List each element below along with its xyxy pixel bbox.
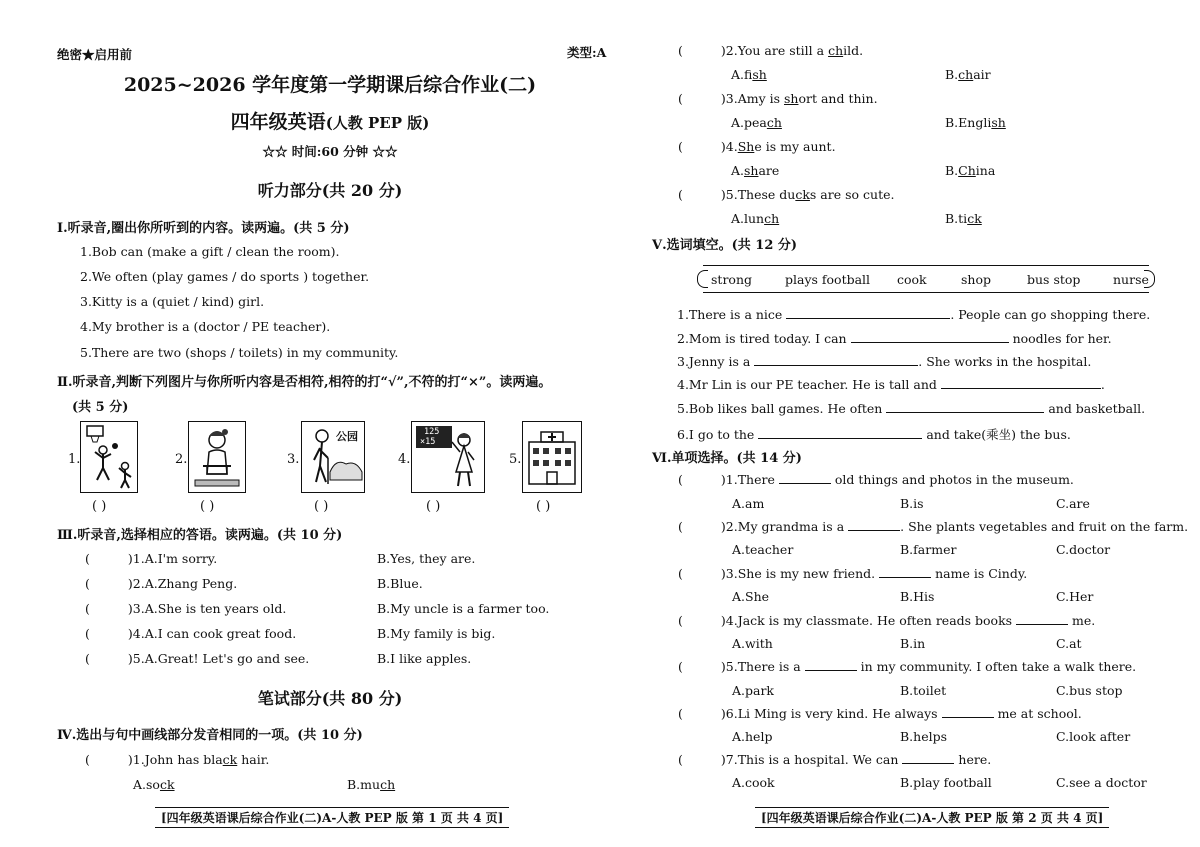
section-2-title: Ⅱ.听录音,判断下列图片与你所听内容是否相符,相符的打“√”,不符的打“×”。读两遍。 [57,375,552,390]
option-a: A.am [732,496,765,511]
exam-title: 2025~2026 学年度第一学期课后综合作业(二) [123,74,537,96]
page-2 [600,0,1200,847]
sec4-question: ( )5.These ducks are so cute. [678,187,895,202]
option-b: B.toilet [900,683,947,698]
sec3-row: ( )3.A.She is ten years old. [85,601,287,616]
sec3-row: ( )2.A.Zhang Peng. [85,576,238,591]
answer-paren[interactable]: ( [678,43,683,58]
answer-paren[interactable]: ( ) [426,499,441,514]
option-a: 2.A.Zhang Peng. [132,576,238,591]
option-c: C.look after [1056,729,1131,744]
picture-number: 1. [68,452,81,467]
fill-blank-item: 2.Mom is tired today. I can noodles for her. [677,331,1112,346]
option-b: B.chair [945,67,991,82]
option-b: B.China [945,163,996,178]
answer-paren[interactable]: ( [678,752,683,767]
confidential-label: 绝密★启用前 [57,47,133,62]
edition-label: (人教 PEP 版) [325,114,430,132]
section-6-title: Ⅵ.单项选择。(共 14 分) [652,451,802,466]
exam-subtitle [0,107,600,134]
option-b: B.tick [945,211,982,226]
answer-blank[interactable] [754,354,918,366]
hospital-building-icon [522,421,582,493]
mc-question: ( )1.There old things and photos in the museum. [678,472,1074,487]
answer-blank[interactable] [941,377,1101,389]
option-a: A.She [732,589,770,604]
option-c: C.at [1056,636,1082,651]
answer-paren[interactable]: ( [678,187,683,202]
word-bank-item: bus stop [1027,272,1081,287]
word-bank-item: nurse [1113,272,1149,287]
answer-paren[interactable]: ( [678,139,683,154]
option-a: 1.A.I'm sorry. [132,551,218,566]
option-c: C.are [1056,496,1090,511]
option-b: B.is [900,496,924,511]
answer-paren[interactable]: ( [678,566,683,581]
written-heading: 笔试部分(共 80 分) [257,689,403,708]
answer-blank[interactable] [942,706,994,718]
teacher-blackboard-icon [411,421,485,493]
option-b: B.much [347,777,396,792]
option-b: B.English [945,115,1006,130]
option-b: B.farmer [900,542,957,557]
option-c: C.doctor [1056,542,1111,557]
option-b: B.His [900,589,935,604]
sec1-item: 1.Bob can (make a gift / clean the room). [80,244,340,259]
mc-question: ( )3.She is my new friend. name is Cindy. [678,566,1028,581]
answer-paren[interactable]: ( ) [200,499,215,514]
sec1-item: 3.Kitty is a (quiet / kind) girl. [80,294,265,309]
section-4-title: Ⅳ.选出与句中画线部分发音相同的一项。(共 10 分) [57,728,363,743]
word-bank-item: shop [961,272,991,287]
answer-paren[interactable]: ( ) [314,499,329,514]
answer-blank[interactable] [779,472,831,484]
mc-question: ( )4.Jack is my classmate. He often reads books me. [678,613,1096,628]
board-line: 125 [424,427,440,437]
option-a: A.sock [133,777,175,792]
answer-paren[interactable]: ( [85,626,90,641]
page-footer: [四年级英语课后综合作业(二)A-人教 PEP 版 第 2 页 共 4 页] [755,807,1109,828]
subject-label: 四年级英语 [230,111,326,133]
fill-blank-item: 5.Bob likes ball games. He often and basketball. [677,401,1146,416]
sec1-item: 5.There are two (shops / toilets) in my community. [80,345,399,360]
picture-number: 5. [509,452,522,467]
option-a: A.lunch [731,211,780,226]
sec4-question: ( )1.John has black hair. [85,752,270,767]
basketball-players-icon [80,421,138,493]
answer-paren[interactable]: ( ) [536,499,551,514]
answer-blank[interactable] [902,752,954,764]
picture-number: 4. [398,452,411,467]
word-bank-item: strong [711,272,752,287]
mc-question: ( )7.This is a hospital. We can here. [678,752,992,767]
option-b: B.My family is big. [377,626,496,641]
answer-blank[interactable] [805,659,857,671]
answer-paren[interactable]: ( [85,601,90,616]
old-man-park-icon [301,421,365,493]
answer-paren[interactable]: ( [678,706,683,721]
option-a: A.cook [732,775,775,790]
sec4-question: ( )2.You are still a child. [678,43,864,58]
answer-blank[interactable] [848,519,900,531]
sec3-row: ( )4.A.I can cook great food. [85,626,297,641]
sec3-row: ( )1.A.I'm sorry. [85,551,218,566]
option-b: B.I like apples. [377,651,472,666]
option-b: B.play football [900,775,992,790]
option-b: B.in [900,636,926,651]
option-a: A.fish [731,67,767,82]
option-a: 3.A.She is ten years old. [132,601,287,616]
time-label: ☆☆ 时间:60 分钟 ☆☆ [262,144,398,159]
sec4-question: ( )4.She is my aunt. [678,139,836,154]
answer-blank[interactable] [1016,613,1068,625]
option-c: C.bus stop [1056,683,1123,698]
mc-question: ( )5.There is a in my community. I often take a walk there. [678,659,1137,674]
answer-paren[interactable]: ( [678,472,683,487]
section-5-title: Ⅴ.选词填空。(共 12 分) [652,238,798,253]
answer-paren[interactable]: ( [678,519,683,534]
park-label: 公园 [336,430,358,443]
word-bank [703,265,1149,293]
listening-heading: 听力部分(共 20 分) [257,181,403,200]
option-a: A.share [731,163,780,178]
answer-blank[interactable] [851,331,1009,343]
word-bank-item: plays football [785,272,871,287]
answer-paren[interactable]: ( [678,659,683,674]
picture-number: 2. [175,452,188,467]
sec1-item: 2.We often (play games / do sports ) together. [80,269,370,284]
option-c: C.Her [1056,589,1094,604]
type-label: 类型:A [567,45,607,60]
page-footer: [四年级英语课后综合作业(二)A-人教 PEP 版 第 1 页 共 4 页] [155,807,509,828]
sec1-item: 4.My brother is a (doctor / PE teacher). [80,319,331,334]
section-3-title: Ⅲ.听录音,选择相应的答语。读两遍。(共 10 分) [57,528,343,543]
answer-blank[interactable] [786,307,950,319]
option-a: 5.A.Great! Let's go and see. [132,651,310,666]
answer-paren[interactable]: ( [85,576,90,591]
answer-paren[interactable]: ( [85,651,90,666]
fill-blank-item: 1.There is a nice . People can go shopping there. [677,307,1151,322]
fill-blank-item: 3.Jenny is a . She works in the hospital. [677,354,1092,369]
sec4-question: ( )3.Amy is short and thin. [678,91,878,106]
answer-paren[interactable]: ( [85,551,90,566]
answer-blank[interactable] [886,401,1044,413]
option-c: C.see a doctor [1056,775,1147,790]
answer-blank[interactable] [758,427,922,439]
option-a: 4.A.I can cook great food. [132,626,297,641]
option-a: A.help [732,729,773,744]
answer-paren[interactable]: ( [678,613,683,628]
option-b: B.Yes, they are. [377,551,476,566]
fill-blank-item: 4.Mr Lin is our PE teacher. He is tall and . [677,377,1105,392]
answer-blank[interactable] [879,566,931,578]
picture-number: 3. [287,452,300,467]
answer-paren[interactable]: ( [678,91,683,106]
board-line: ×15 [420,437,436,447]
option-b: B.My uncle is a farmer too. [377,601,550,616]
option-a: A.teacher [732,542,794,557]
section-2-score: (共 5 分) [72,400,129,415]
option-a: A.peach [731,115,782,130]
answer-paren[interactable]: ( ) [92,499,107,514]
option-a: A.park [732,683,775,698]
option-b: B.helps [900,729,948,744]
fill-blank-item: 6.I go to the and take(乘坐) the bus. [677,427,1071,442]
answer-paren[interactable]: ( [85,752,90,767]
option-a: A.with [732,636,773,651]
option-b: B.Blue. [377,576,423,591]
girl-cooking-icon [188,421,246,493]
sec3-row: ( )5.A.Great! Let's go and see. [85,651,310,666]
word-bank-item: cook [897,272,927,287]
section-1-title: Ⅰ.听录音,圈出你所听到的内容。读两遍。(共 5 分) [57,221,350,236]
mc-question: ( )2.My grandma is a . She plants vegetables and fruit on the farm. [678,519,1189,534]
mc-question: ( )6.Li Ming is very kind. He always me at school. [678,706,1082,721]
